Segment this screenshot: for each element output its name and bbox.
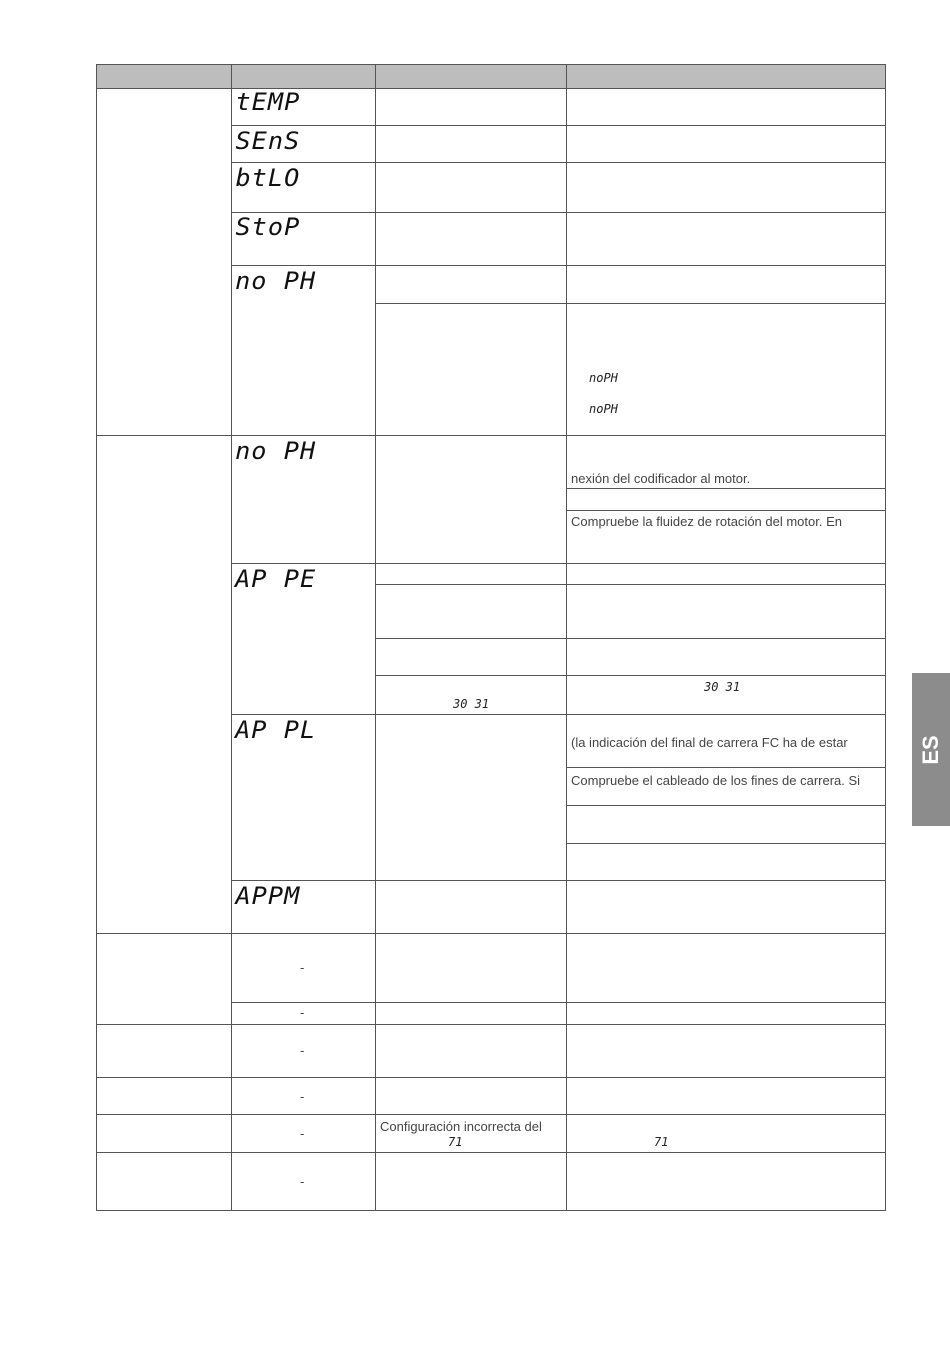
inline-code-noph-b: noPH (589, 402, 618, 416)
code-noph-2: no PH (235, 437, 317, 465)
row-line (375, 584, 886, 585)
row-line (231, 265, 886, 266)
dash-3: - (300, 1043, 305, 1058)
row-line (375, 638, 886, 639)
table-header-col-2 (232, 65, 376, 88)
code-stop: StoP (235, 213, 301, 241)
group-line (96, 1024, 886, 1025)
row-line (566, 843, 886, 844)
row-line (375, 303, 886, 304)
row-line (566, 510, 886, 511)
table-header-col-3 (376, 65, 567, 88)
dash-6: - (300, 1174, 305, 1189)
row-line (231, 1002, 886, 1003)
table-border-bottom (96, 1210, 886, 1211)
row-line (231, 162, 886, 163)
row-line (375, 675, 886, 676)
language-tab-label: ES (918, 734, 943, 765)
row-line (231, 880, 886, 881)
dash-2: - (300, 1005, 305, 1020)
code-sens: SEnS (235, 127, 301, 155)
row-line (566, 805, 886, 806)
group-line (96, 435, 886, 436)
col-sep-1 (231, 64, 232, 1211)
code-btlo: btLO (235, 164, 301, 192)
code-noph-1: no PH (235, 267, 317, 295)
code-temp: tEMP (235, 88, 301, 116)
dash-5: - (300, 1126, 305, 1141)
row-line (231, 714, 886, 715)
inline-code-71-a: 71 (448, 1135, 463, 1149)
inline-code-71-b: 71 (654, 1135, 669, 1149)
row-line (231, 563, 886, 564)
row-line (566, 488, 886, 489)
table-border-left (96, 64, 97, 1211)
text-cableado: Compruebe el cableado de los fines de carrera. Si (571, 773, 861, 788)
dash-1: - (300, 960, 305, 975)
header-bottom-line (96, 88, 886, 89)
inline-code-3031-a: 30 31 (453, 697, 490, 711)
inline-code-noph-a: noPH (589, 371, 618, 385)
row-line (231, 212, 886, 213)
group-line (96, 1114, 886, 1115)
group-line (96, 933, 886, 934)
text-config: Configuración incorrecta del (380, 1119, 542, 1134)
group-line (96, 1152, 886, 1153)
text-indicacion: (la indicación del final de carrera FC ha de estar (571, 735, 848, 750)
language-tab-es[interactable] (912, 673, 950, 826)
dash-4: - (300, 1089, 305, 1104)
code-appm: APPM (235, 882, 301, 910)
code-appe: AP PE (235, 565, 317, 593)
table-header-col-4 (567, 65, 886, 88)
code-appl: AP PL (235, 716, 317, 744)
text-fluidez: Compruebe la fluidez de rotación del motor. En (571, 514, 842, 529)
table-border-top (96, 64, 886, 65)
group-line (96, 1077, 886, 1078)
inline-code-3031-b: 30 31 (704, 680, 741, 694)
table-header-col-1 (97, 65, 232, 88)
text-encoder: nexión del codificador al motor. (571, 471, 751, 486)
row-line (566, 767, 886, 768)
row-line (231, 125, 886, 126)
